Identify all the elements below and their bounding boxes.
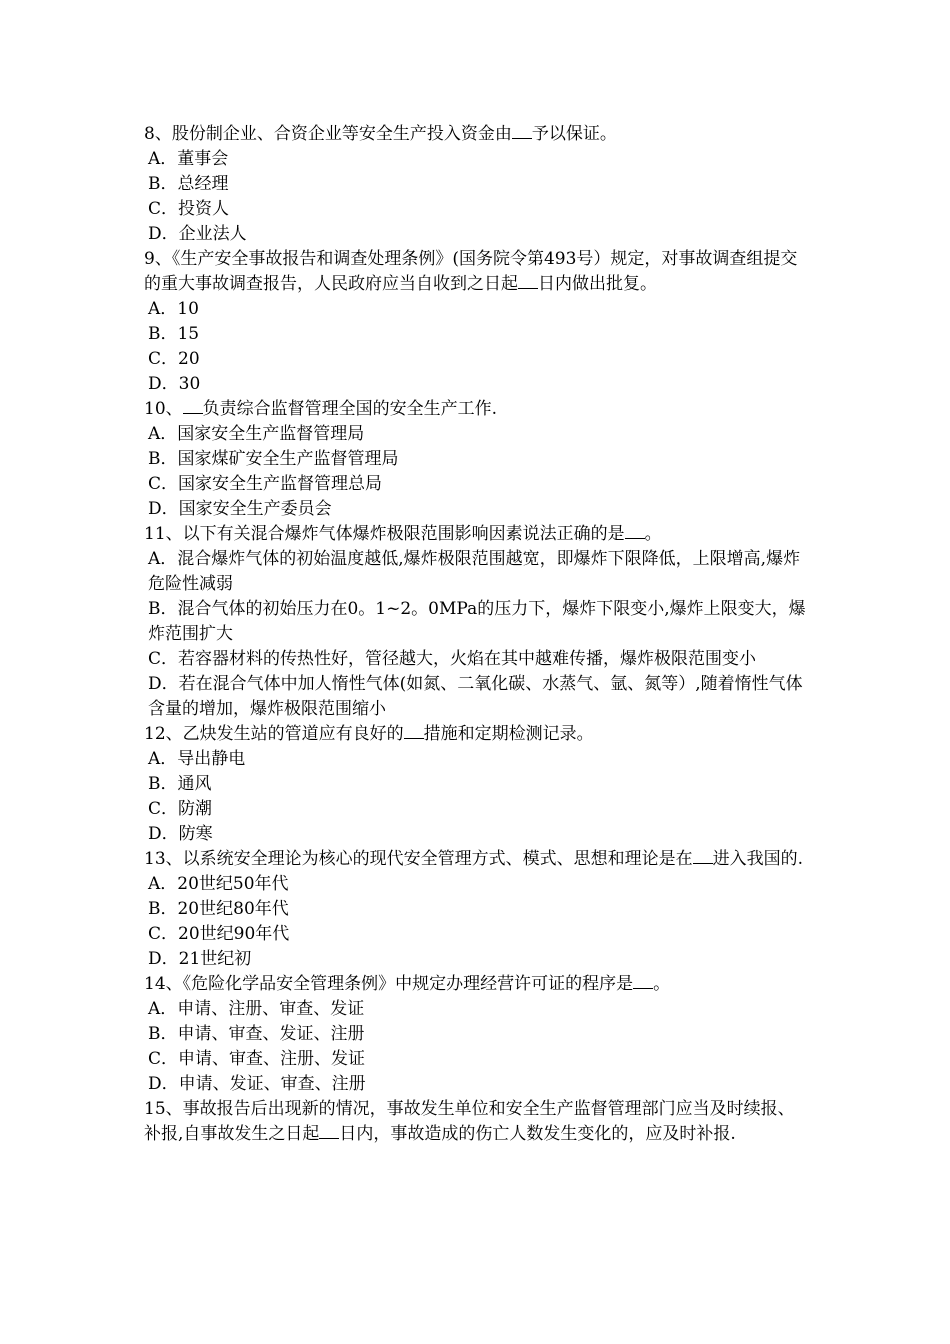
- question-text: 12、乙炔发生站的管道应有良好的: [144, 724, 404, 744]
- question-12-stem: [144, 722, 810, 747]
- question-text: 9、《生产安全事故报告和调查处理条例》(国务院令第493号）规定，对事故调查组提交的重大事故调查报告，人民政府应当自收到之日起: [144, 249, 798, 294]
- question-14-option-b: B．申请、审查、发证、注册: [148, 1024, 365, 1044]
- question-9-option-a: A．10: [148, 299, 199, 319]
- question-9-option-c: C．20: [148, 349, 200, 369]
- answer-blank: [625, 523, 645, 539]
- question-9-option-d: D．30: [148, 374, 201, 394]
- question-12-option-d: D．防寒: [148, 824, 213, 844]
- question-9-stem: [144, 247, 810, 297]
- question-10-option-d: D．国家安全生产委员会: [148, 499, 332, 519]
- question-text: 予以保证。: [531, 124, 617, 144]
- question-13-option-a: A．20世纪50年代: [148, 874, 289, 894]
- question-13-option-b: B．20世纪80年代: [148, 899, 289, 919]
- question-10-option-a: A．国家安全生产监督管理局: [148, 424, 365, 444]
- question-text: 10、: [144, 399, 183, 419]
- question-text: 负责综合监督管理全国的安全生产工作.: [202, 399, 498, 419]
- question-15-stem: [144, 1097, 810, 1147]
- question-8-option-a: A．董事会: [148, 149, 229, 169]
- question-11-stem: [144, 522, 810, 547]
- question-14-option-c: C．申请、审查、注册、发证: [148, 1049, 366, 1069]
- question-14-stem: [144, 972, 810, 997]
- question-text: 15、事故报告后出现新的情况，事故发生单位和安全生产监督管理部门应当及时续报、补报,自事故发生之日起: [144, 1099, 795, 1144]
- answer-blank: [319, 1123, 339, 1139]
- question-10-stem: [144, 397, 810, 422]
- answer-blank: [693, 848, 713, 864]
- question-8-option-b: B．总经理: [148, 174, 229, 194]
- answer-blank: [633, 973, 653, 989]
- question-text: 。: [644, 524, 662, 544]
- question-9-option-b: B．15: [148, 324, 200, 344]
- question-13-option-c: C．20世纪90年代: [148, 924, 290, 944]
- answer-blank: [404, 723, 424, 739]
- question-text: 14、《危险化学品安全管理条例》中规定办理经营许可证的程序是: [144, 974, 634, 994]
- question-10-option-c: C．国家安全生产监督管理总局: [148, 474, 383, 494]
- question-text: 日内，事故造成的伤亡人数发生变化的，应及时补报.: [339, 1124, 736, 1144]
- question-text: 11、以下有关混合爆炸气体爆炸极限范围影响因素说法正确的是: [144, 524, 625, 544]
- question-text: 8、股份制企业、合资企业等安全生产投入资金由: [144, 124, 512, 144]
- question-11-option-d: D．若在混合气体中加人惰性气体(如氮、二氧化碳、水蒸气、氩、氮等）,随着惰性气体含量的增加，爆炸极限范围缩小: [148, 674, 803, 719]
- question-8-stem: [144, 122, 810, 147]
- question-11-option-a: A．混合爆炸气体的初始温度越低,爆炸极限范围越宽，即爆炸下限降低，上限增高,爆炸危险性减弱: [148, 549, 801, 594]
- question-10-option-b: B．国家煤矿安全生产监督管理局: [148, 449, 399, 469]
- question-14-option-d: D．申请、发证、审查、注册: [148, 1074, 366, 1094]
- question-11-option-c: C．若容器材料的传热性好，管径越大，火焰在其中越难传播，爆炸极限范围变小: [148, 649, 757, 669]
- question-8-option-c: C．投资人: [148, 199, 230, 219]
- question-13-option-d: D．21世纪初: [148, 949, 252, 969]
- answer-blank: [518, 273, 538, 289]
- question-12-option-c: C．防潮: [148, 799, 213, 819]
- question-text: 进入我国的.: [712, 849, 804, 869]
- question-8-option-d: D．企业法人: [148, 224, 247, 244]
- question-11-option-b: B．混合气体的初始压力在0。1~2。0MPa的压力下，爆炸下限变小,爆炸上限变大，爆炸范围扩大: [148, 599, 806, 644]
- answer-blank: [183, 398, 203, 414]
- question-text: 日内做出批复。: [538, 274, 657, 294]
- question-13-stem: [144, 847, 810, 872]
- question-text: 措施和定期检测记录。: [423, 724, 594, 744]
- question-12-option-a: A．导出静电: [148, 749, 246, 769]
- question-12-option-b: B．通风: [148, 774, 212, 794]
- question-text: 13、以系统安全理论为核心的现代安全管理方式、模式、思想和理论是在: [144, 849, 693, 869]
- answer-blank: [512, 123, 532, 139]
- document-page: [144, 122, 810, 1147]
- question-14-option-a: A．申请、注册、审查、发证: [148, 999, 365, 1019]
- question-text: 。: [653, 974, 671, 994]
